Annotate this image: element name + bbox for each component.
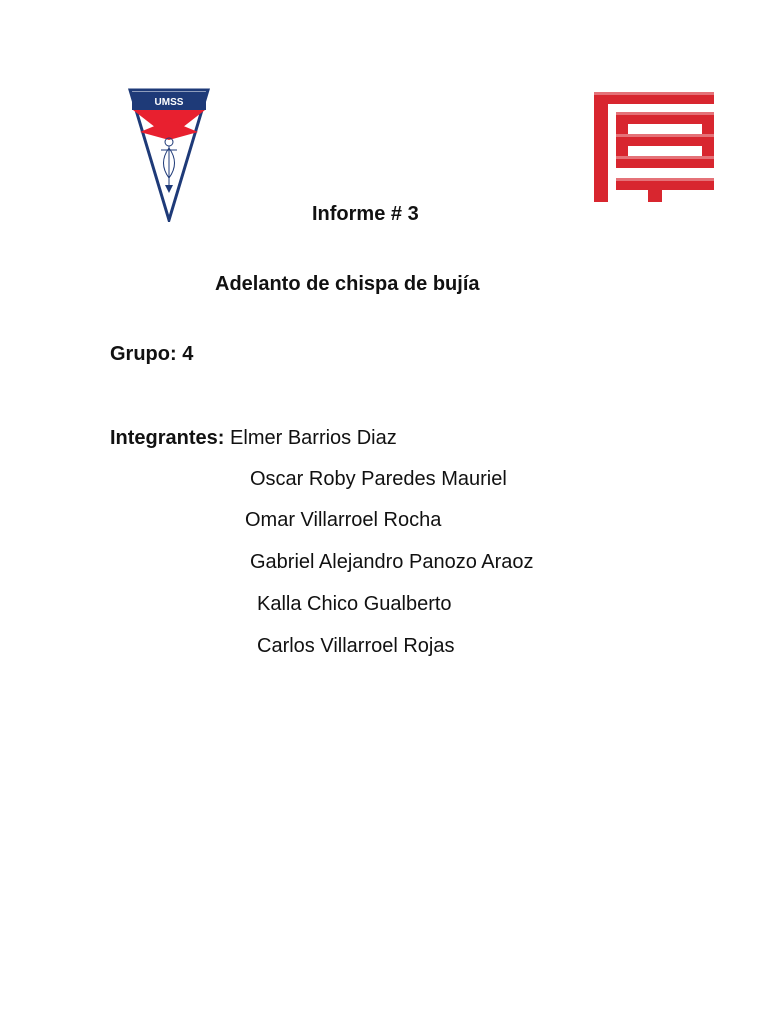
member-name: Gabriel Alejandro Panozo Araoz [250,551,534,573]
group-number: Grupo: 4 [110,343,194,365]
member-name: Elmer Barrios Diaz [230,427,397,449]
member-name: Kalla Chico Gualberto [257,593,452,615]
members-first-line [110,426,397,450]
umss-logo-text: UMSS [154,97,184,108]
report-subtitle: Adelanto de chispa de bujía [215,273,480,295]
report-title: Informe # 3 [312,203,419,225]
member-name: Oscar Roby Paredes Mauriel [250,468,507,490]
umss-logo [128,88,210,222]
members-label: Integrantes: [110,427,225,449]
member-name: Omar Villarroel Rocha [245,509,442,531]
member-name: Carlos Villarroel Rojas [257,635,455,657]
fcyt-logo [592,90,716,204]
